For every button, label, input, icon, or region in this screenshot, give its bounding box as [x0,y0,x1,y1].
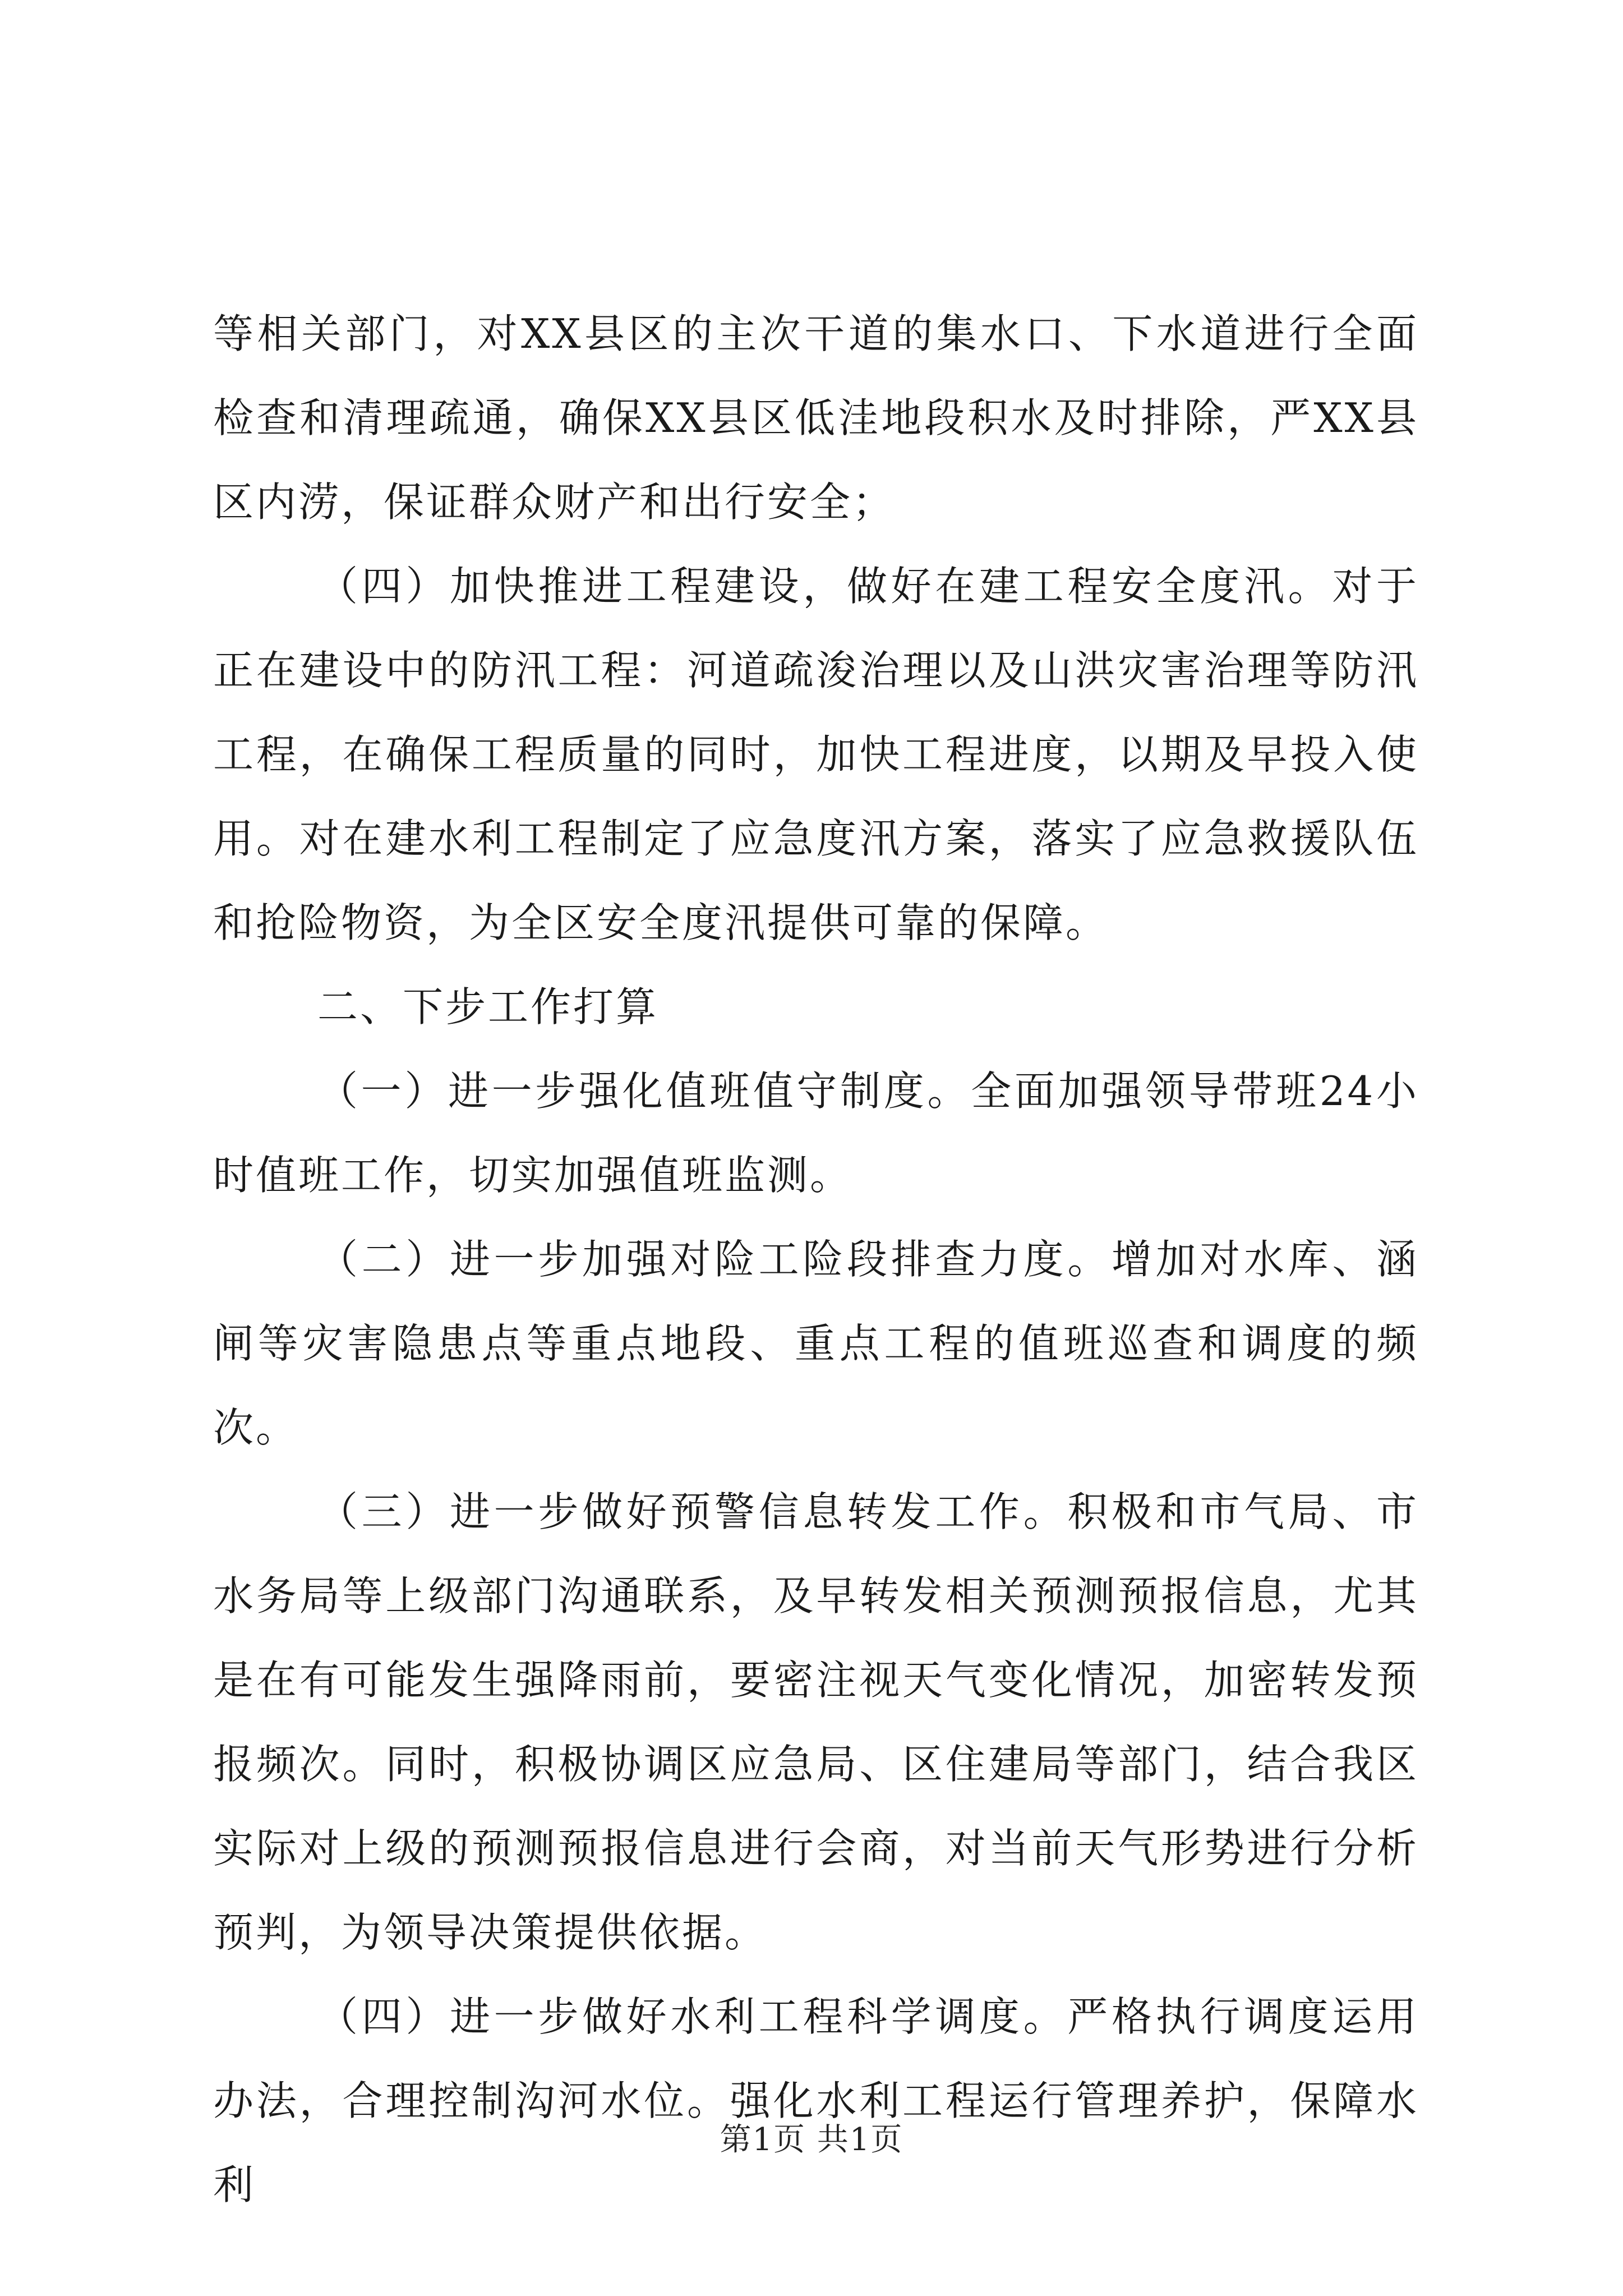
paragraph-section-four: （四）加快推进工程建设，做好在建工程安全度汛。对于正在建设中的防汛工程：河道疏浚治理以及山洪灾害治理等防汛工程，在确保工程质量的同时，加快工程进度，以期及早投入使用。对在建水利工程制定了应急度汛方案，落实了应急救援队伍和抢险物资，为全区安全度汛提供可靠的保障。 [213,563,1419,946]
paragraph-item-four: （四）进一步做好水利工程科学调度。严格执行调度运用办法，合理控制沟河水位。强化水利工程运行管理养护，保障水利 [213,1993,1419,2208]
paragraph-item-three: （三）进一步做好预警信息转发工作。积极和市气局、市水务局等上级部门沟通联系，及早转发相关预测预报信息，尤其是在有可能发生强降雨前，要密注视天气变化情况，加密转发预报频次。同时，积极协调区应急局、区住建局等部门，结合我区实际对上级的预测预报信息进行会商，对当前天气形势进行分析预判，为领导决策提供依据。 [213,1488,1419,1956]
page-footer: 第1页 共1页 [720,2122,903,2158]
paragraph-item-one: （一）进一步强化值班值守制度。全面加强领导带班24小时值班工作，切实加强值班监测。 [213,1068,1419,1199]
paragraph-continuation: 等相关部门，对XX县区的主次干道的集水口、下水道进行全面检查和清理疏通，确保XX县区低洼地段积水及时排除，严XX县区内涝，保证群众财产和出行安全； [213,310,1419,526]
paragraph-item-two: （二）进一步加强对险工险段排查力度。增加对水库、涵闸等灾害隐患点等重点地段、重点工程的值班巡查和调度的频次。 [213,1236,1419,1451]
document-body [213,292,1419,2227]
section-heading-next-steps: 二、下步工作打算 [317,983,659,1030]
